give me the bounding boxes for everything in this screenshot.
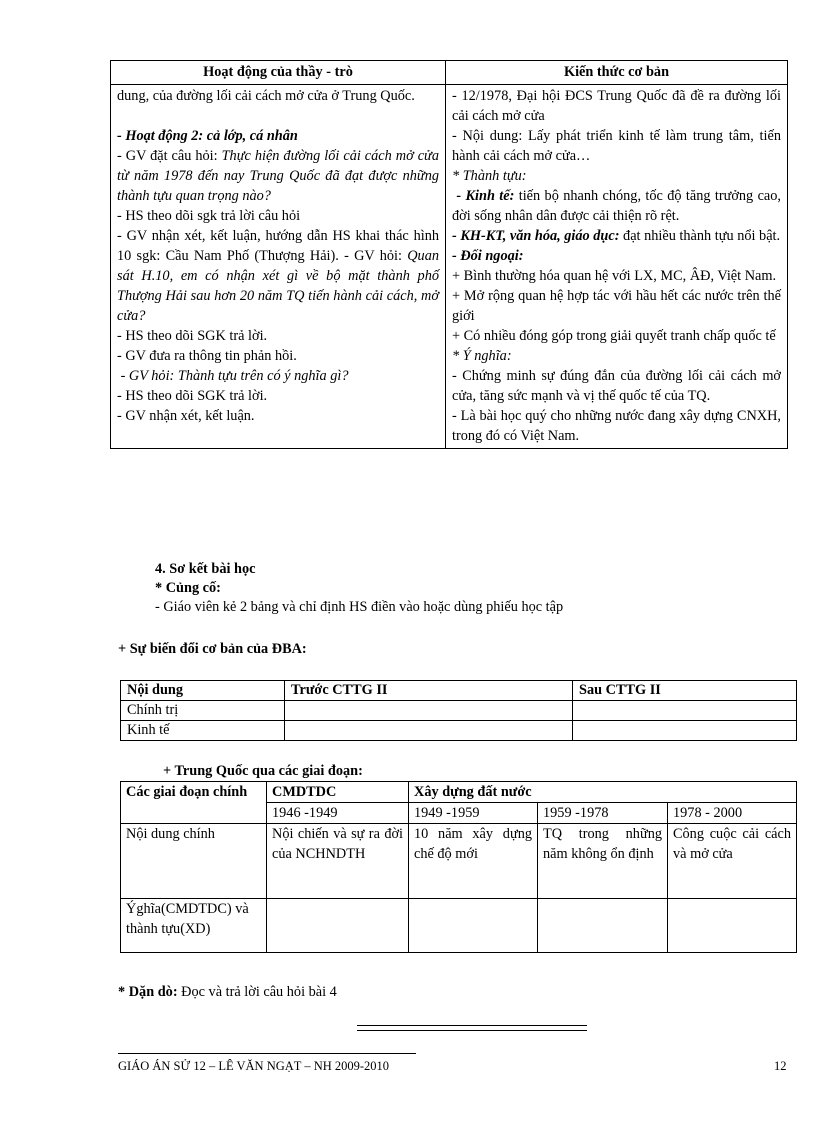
dba-row-label: Kinh tế [121,721,285,741]
table-cell: Công cuộc cải cách và mở cửa [668,824,797,899]
activity-question-3: - GV hỏi: Thành tựu trên có ý nghĩa gì? [120,368,349,384]
knowledge-line: + Mở rộng quan hệ hợp tác với hầu hết các nước trên thế giới [452,288,781,324]
table-row [121,701,797,721]
table-header-row [111,61,788,85]
section-title: 4. Sơ kết bài học [155,561,256,577]
significance-heading: * Ý nghĩa: [452,348,512,364]
row-label: Nội dung chính [121,824,267,899]
activity-line: - HS theo dõi sgk trả lời câu hỏi [117,208,301,224]
dba-header-after: Sau CTTG II [573,681,797,701]
period-cell: 1959 -1978 [538,803,668,824]
activity-continuation: dung, của đường lối cải cách mở cửa ở Trung Quốc. [117,88,415,104]
knowledge-line: - Kinh tế: tiến bộ nhanh chóng, tốc độ tăng trưởng cao, đời sống nhân dân được cải thiện rõ rệt. [452,188,781,224]
period-cell: 1978 - 2000 [668,803,797,824]
table-cell [668,899,797,953]
homework-note: * Dặn dò: Đọc và trả lời câu hỏi bài 4 [118,984,337,1000]
activity-line: - GV nhận xét, kết luận, hướng dẫn HS khai thác hình 10 sgk: Cầu Nam Phố (Thượng Hải). - GV hỏi: Quan sát H.10, em có nhận xét gì về bộ mặt thành phố Thượng Hải sau hơn 20 năm TQ tiến hành cải cách, mở cửa? [117,228,439,324]
table-cell [538,899,668,953]
dba-cell [573,701,797,721]
knowledge-line: + Bình thường hóa quan hệ với LX, MC, ÂĐ, Việt Nam. [452,268,777,284]
table-cell [267,899,409,953]
page-number: 12 [774,1059,787,1073]
knowledge-line: + Có nhiều đóng góp trong giải quyết tranh chấp quốc tế [452,328,776,344]
section-text: - Giáo viên kẻ 2 bảng và chỉ định HS điền vào hoặc dùng phiếu học tập [155,599,564,615]
period-cell: 1949 -1959 [409,803,538,824]
table-header-row [121,681,797,701]
knowledge-line: - KH-KT, văn hóa, giáo dục: đạt nhiều thành tựu nổi bật. [452,228,781,244]
table-cell: 10 năm xây dựng chế độ mới [409,824,538,899]
dba-table [120,680,797,741]
china-periods-table [120,781,797,953]
period-cell: 1946 -1949 [267,803,409,824]
table-cell: Nội chiến và sự ra đời của NCHNDTH [267,824,409,899]
activity-line: - GV nhận xét, kết luận. [117,408,255,424]
table-cell [409,899,538,953]
row-label: Ýghĩa(CMDTDC) và thành tựu(XD) [121,899,267,953]
knowledge-line: - Chứng minh sự đúng đắn của đường lối cải cách mở cửa, tăng sức mạnh và vị thế quốc tế của TQ. [452,368,781,404]
dba-cell [573,721,797,741]
dba-row-label: Chính trị [121,701,285,721]
dba-table-title: + Sự biến đổi cơ bản của ĐBA: [118,641,307,657]
activity-line: - HS theo dõi SGK trả lời. [117,328,268,344]
dba-header-before: Trước CTTG II [285,681,573,701]
knowledge-line: - Là bài học quý cho những nước đang xây dựng CNXH, trong đó có Việt Nam. [452,408,781,444]
lesson-activity-table [110,60,788,449]
group-header-cmdtdc: CMDTDC [267,782,409,803]
table-content-row [111,85,788,449]
activity-question-1: - GV đặt câu hỏi: Thực hiện đường lối cải cách mở cửa từ năm 1978 đến nay Trung Quốc đã đạt được những thành tựu quan trọng nào? [117,148,439,204]
table-header-row [121,782,797,803]
achievements-heading: * Thành tựu: [452,168,527,184]
header-basic-knowledge: Kiến thức cơ bản [446,61,788,85]
activity-line: - HS theo dõi SGK trả lời. [117,388,268,404]
activity-2-title: - Hoạt động 2: cả lớp, cá nhân [117,128,298,144]
foreign-affairs-heading: - Đối ngoại: [452,248,524,264]
page-footer: GIÁO ÁN SỬ 12 – LÊ VĂN NGẠT – NH 2009-2010 [118,1059,390,1073]
activity-line: - GV đưa ra thông tin phản hồi. [117,348,297,364]
table-cell: TQ trong những năm không ổn định [538,824,668,899]
dba-cell [285,701,573,721]
table-row [121,824,797,899]
header-teacher-student-activity: Hoạt động của thầy - trò [111,61,446,85]
dba-cell [285,721,573,741]
knowledge-column [446,85,788,449]
group-header-construction: Xây dựng đất nước [409,782,797,803]
table-row [121,899,797,953]
knowledge-line: - Nội dung: Lấy phát triển kinh tế làm trung tâm, tiến hành cải cách mở cửa… [452,128,781,164]
table-row [121,721,797,741]
dba-header-content: Nội dung [121,681,285,701]
china-table-title: + Trung Quốc qua các giai đoạn: [163,763,363,779]
double-divider [357,1025,587,1031]
section-subtitle: * Củng cố: [155,580,221,596]
activity-column [111,85,446,449]
knowledge-line: - 12/1978, Đại hội ĐCS Trung Quốc đã đề ra đường lối cải cách mở cửa [452,88,781,124]
footer-rule [118,1053,416,1054]
periods-header: Các giai đoạn chính [121,782,267,824]
